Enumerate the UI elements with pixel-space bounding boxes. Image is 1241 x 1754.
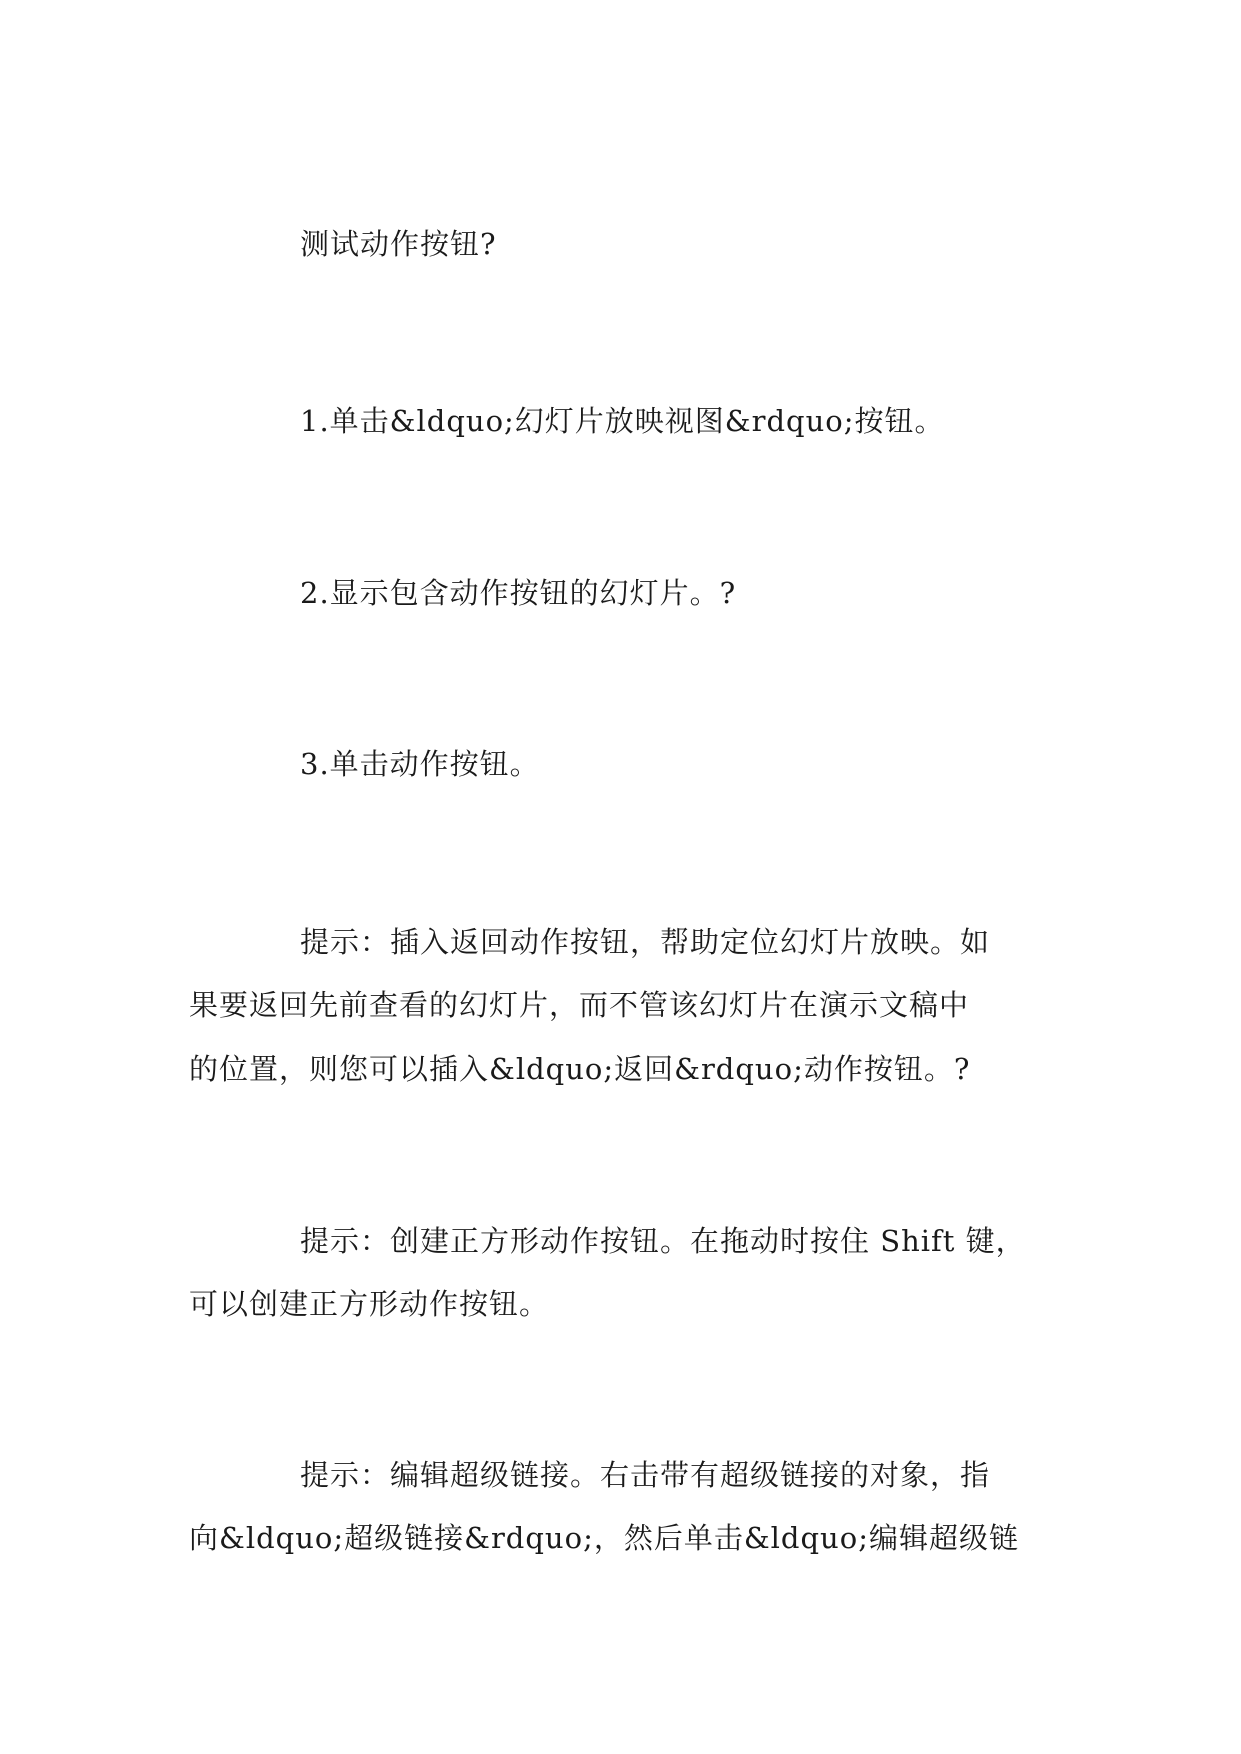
tip1-line-3: 的位置，则您可以插入&ldquo;返回&rdquo;动作按钮。? [189, 1052, 971, 1086]
section-heading: 测试动作按钮? [300, 227, 497, 261]
tip1-line-1: 提示：插入返回动作按钮，帮助定位幻灯片放映。如 [300, 925, 991, 959]
tip2-line-1: 提示：创建正方形动作按钮。在拖动时按住 Shift 键， [300, 1224, 1026, 1258]
step-2: 2.显示包含动作按钮的幻灯片。? [300, 576, 737, 610]
tip2-line-2: 可以创建正方形动作按钮。 [189, 1287, 550, 1321]
tip1-line-2: 果要返回先前查看的幻灯片，而不管该幻灯片在演示文稿中 [189, 988, 970, 1022]
tip3-line-2: 向&ldquo;超级链接&rdquo;，然后单击&ldquo;编辑超级链 [189, 1521, 1019, 1555]
tip3-line-1: 提示：编辑超级链接。右击带有超级链接的对象，指 [300, 1458, 991, 1492]
step-1: 1.单击&ldquo;幻灯片放映视图&rdquo;按钮。 [300, 404, 945, 438]
step-3: 3.单击动作按钮。 [300, 747, 540, 781]
